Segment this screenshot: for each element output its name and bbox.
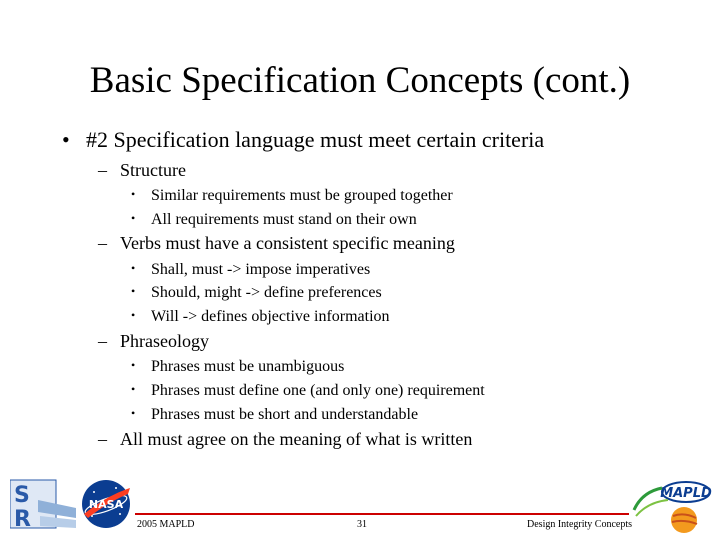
mapld-logo bbox=[628, 470, 716, 536]
list-item-text: All requirements must stand on their own bbox=[151, 211, 417, 228]
bullet-text: #2 Specification language must meet certain criteria bbox=[86, 127, 545, 152]
sub-bullet-phraseology bbox=[98, 329, 209, 353]
sub-bullet-verbs bbox=[98, 231, 455, 255]
list-item bbox=[131, 281, 382, 303]
bullet-marker: • bbox=[131, 261, 136, 275]
nasa-logo bbox=[80, 474, 132, 534]
sub-bullet-text: Structure bbox=[120, 160, 186, 180]
bullet-marker: • bbox=[131, 308, 136, 322]
bullet-criteria bbox=[62, 126, 544, 154]
list-item bbox=[131, 184, 453, 206]
mapld-wordmark: MAPLD bbox=[660, 486, 712, 501]
footer-left: 2005 MAPLD bbox=[137, 519, 195, 530]
list-item bbox=[131, 355, 344, 377]
dash-marker: – bbox=[98, 160, 107, 180]
list-item bbox=[131, 403, 418, 425]
svr-letter-s: S bbox=[14, 483, 30, 508]
bullet-marker: • bbox=[131, 187, 136, 201]
bullet-marker: • bbox=[131, 382, 136, 396]
footer-rule bbox=[135, 513, 629, 515]
list-item-text: Phrases must be short and understandable bbox=[151, 406, 419, 423]
sub-bullet-structure bbox=[98, 158, 186, 182]
slide-number: 31 bbox=[357, 519, 367, 530]
svr-letter-r: R bbox=[14, 507, 31, 530]
dash-marker: – bbox=[98, 331, 107, 351]
list-item bbox=[131, 305, 390, 327]
list-item-text: Similar requirements must be grouped together bbox=[151, 187, 453, 204]
sub-bullet-agree bbox=[98, 427, 472, 451]
sub-bullet-text: All must agree on the meaning of what is written bbox=[120, 429, 473, 449]
footer-right: Design Integrity Concepts bbox=[527, 519, 632, 530]
dash-marker: – bbox=[98, 429, 107, 449]
list-item-text: Should, might -> define preferences bbox=[151, 284, 382, 301]
bullet-marker: • bbox=[131, 284, 136, 298]
nasa-wordmark: NASA bbox=[88, 498, 124, 511]
sub-bullet-text: Phraseology bbox=[120, 331, 209, 351]
slide-title: Basic Specification Concepts (cont.) bbox=[89, 60, 631, 101]
svr-logo bbox=[10, 478, 76, 530]
bullet-marker: • bbox=[131, 211, 136, 225]
list-item bbox=[131, 258, 370, 280]
bullet-marker: • bbox=[131, 406, 136, 420]
sub-bullet-text: Verbs must have a consistent specific meaning bbox=[120, 233, 455, 253]
list-item bbox=[131, 379, 485, 401]
list-item-text: Will -> defines objective information bbox=[151, 308, 390, 325]
list-item-text: Shall, must -> impose imperatives bbox=[151, 261, 371, 278]
bullet-marker: • bbox=[131, 358, 136, 372]
bullet-marker: • bbox=[62, 127, 70, 152]
dash-marker: – bbox=[98, 233, 107, 253]
list-item-text: Phrases must define one (and only one) requirement bbox=[151, 382, 485, 399]
list-item-text: Phrases must be unambiguous bbox=[151, 358, 345, 375]
list-item bbox=[131, 208, 417, 230]
